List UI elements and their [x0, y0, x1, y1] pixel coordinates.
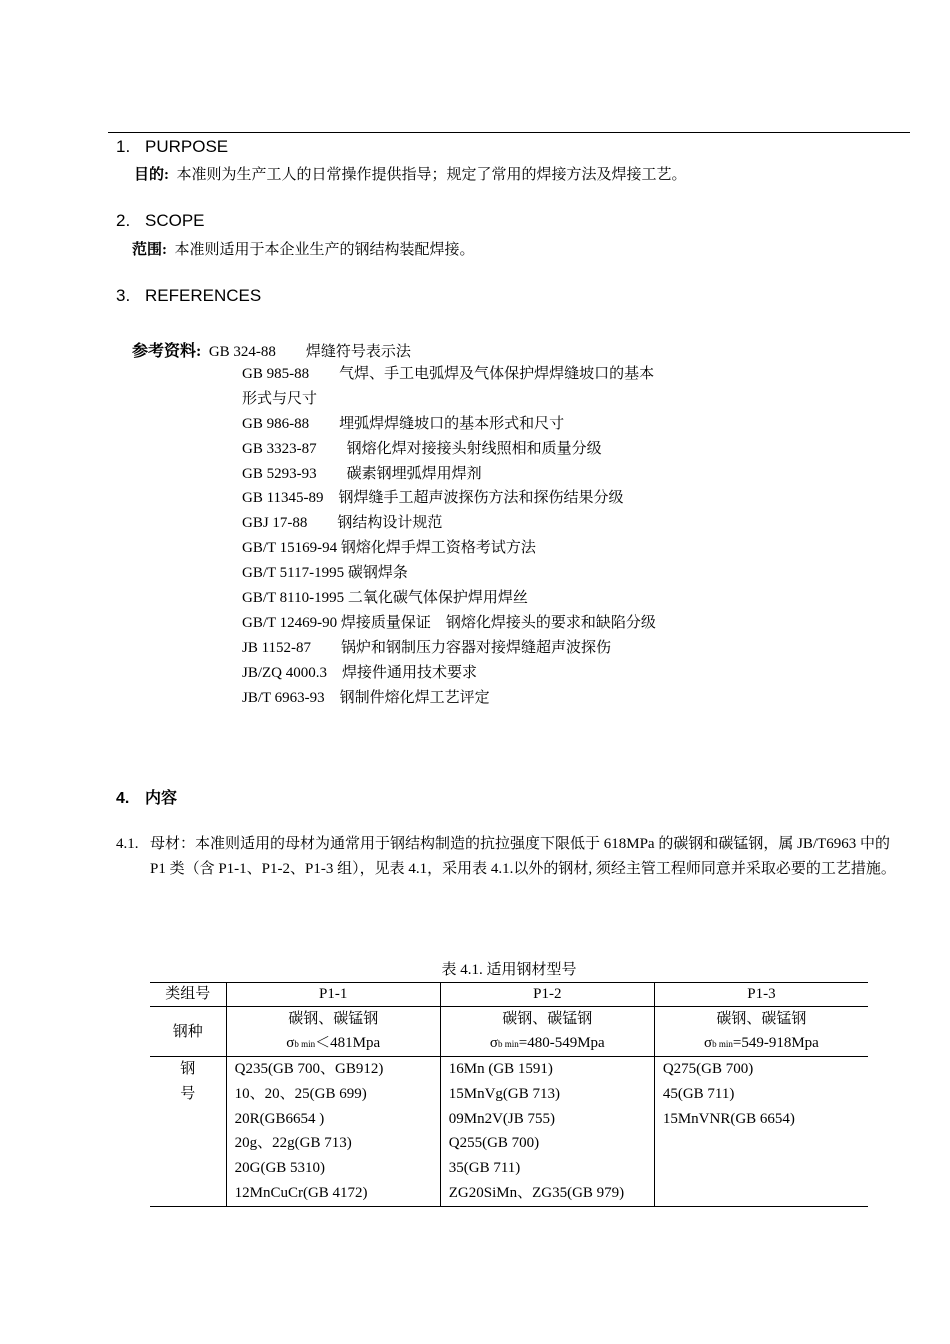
- reference-item: 形式与尺寸: [242, 390, 318, 407]
- grade-cell: [440, 1057, 654, 1207]
- section-1-heading: [116, 137, 228, 157]
- header-cell: P1-2: [440, 983, 654, 1007]
- kind-cell: [440, 1007, 654, 1057]
- kind-name: 碳钢、碳锰钢: [288, 1011, 379, 1027]
- header-cell: P1-1: [226, 983, 440, 1007]
- section-number: 1.: [116, 137, 131, 156]
- grade-item: 12MnCuCr(GB 4172): [234, 1184, 368, 1201]
- section-number: 2.: [116, 211, 131, 230]
- steel-grade-table: [150, 982, 868, 1207]
- section-number: 3.: [116, 286, 131, 305]
- section-number: 4.: [116, 790, 130, 807]
- range-value: ＜481Mpa: [315, 1035, 381, 1051]
- paragraph-text: 母材：本准则适用的母材为通常用于钢结构制造的抗拉强度下限低于 618MPa 的碳钢和碳锰钢，属 JB/T6963 中的 P1 类（含 P1-1、P1-2、P1-3 组），见表 4.1，采用表 4.1.以外的钢材, 须经主管工程师同意并采取必要的工艺措施。: [150, 836, 896, 877]
- grade-label: [150, 1057, 226, 1207]
- purpose-text: 本准则为生产工人的日常操作提供指导；规定了常用的焊接方法及焊接工艺。: [176, 167, 687, 183]
- section-title: REFERENCES: [145, 286, 262, 305]
- kind-name: 碳钢、碳锰钢: [502, 1011, 593, 1027]
- references-first-line: [132, 338, 411, 361]
- table-header-row: [150, 983, 868, 1007]
- grade-cell: [226, 1057, 440, 1207]
- section-title: SCOPE: [145, 211, 205, 230]
- section-title: PURPOSE: [145, 137, 229, 156]
- grade-item: ZG20SiMn、ZG35(GB 979): [448, 1184, 625, 1201]
- reference-item: GBJ 17-88 钢结构设计规范: [242, 515, 443, 532]
- reference-item: GB/T 12469-90 焊接质量保证 钢熔化焊接头的要求和缺陷分级: [242, 614, 656, 631]
- paragraph-4-1: [116, 832, 906, 882]
- reference-item: JB/T 6963-93 钢制件熔化焊工艺评定: [242, 689, 490, 706]
- references-label: 参考资料:: [132, 343, 202, 360]
- reference-item: GB/T 8110-1995 二氧化碳气体保护焊用焊丝: [242, 590, 528, 607]
- grade-item: 20g、22g(GB 713): [234, 1135, 352, 1152]
- strength-range: [663, 1031, 860, 1056]
- section-3-heading: [116, 286, 261, 306]
- grade-cell: [654, 1057, 868, 1207]
- kind-name: 碳钢、碳锰钢: [716, 1011, 807, 1027]
- reference-item: GB 985-88 气焊、手工电弧焊及气体保护焊焊缝坡口的基本: [242, 366, 655, 382]
- table-caption: 表 4.1. 适用钢材型号: [441, 962, 577, 978]
- grade-item: 16Mn (GB 1591): [448, 1061, 553, 1077]
- references-list: [242, 362, 656, 710]
- reference-item: GB 11345-89 钢焊缝手工超声波探伤方法和探伤结果分级: [242, 490, 624, 507]
- reference-item: GB 986-88 埋弧焊焊缝坡口的基本形式和尺寸: [242, 415, 565, 432]
- paragraph-number: 4.1.: [116, 836, 139, 852]
- reference-item: GB 324-88 焊缝符号表示法: [208, 344, 411, 360]
- header-rule: [108, 132, 910, 133]
- section-title: 内容: [145, 790, 178, 807]
- range-value: =549-918Mpa: [732, 1035, 819, 1051]
- reference-item: JB 1152-87 锅炉和钢制压力容器对接焊缝超声波探伤: [242, 639, 612, 656]
- header-cell: 类组号: [150, 983, 226, 1007]
- grade-item: 45(GB 711): [662, 1085, 735, 1102]
- reference-item: GB 5293-93 碳素钢埋弧焊用焊剂: [242, 465, 482, 482]
- purpose-label: 目的:: [134, 167, 169, 183]
- sigma-symbol: σ: [704, 1035, 713, 1051]
- steel-kind-row: [150, 1007, 868, 1057]
- kind-label: 钢种: [150, 1007, 226, 1057]
- grade-item: 35(GB 711): [448, 1160, 521, 1177]
- scope-label: 范围:: [132, 242, 167, 258]
- sigma-subscript: b min: [712, 1039, 733, 1049]
- purpose-line: [134, 163, 687, 184]
- reference-item: GB/T 5117-1995 碳钢焊条: [242, 565, 408, 582]
- sigma-subscript: b min: [294, 1039, 316, 1049]
- section-4-heading: [116, 785, 177, 808]
- grade-item: 20R(GB6654 ): [234, 1110, 325, 1127]
- strength-range: [449, 1031, 646, 1056]
- grade-item: 20G(GB 5310): [234, 1160, 326, 1177]
- header-cell: P1-3: [654, 983, 868, 1007]
- grade-label-char: 号: [180, 1085, 196, 1102]
- sigma-subscript: b min: [497, 1039, 519, 1049]
- grade-item: Q275(GB 700): [662, 1061, 754, 1077]
- grade-item: 09Mn2V(JB 755): [448, 1110, 556, 1127]
- sigma-symbol: σ: [286, 1035, 295, 1051]
- sigma-symbol: σ: [489, 1035, 498, 1051]
- strength-range: [235, 1031, 432, 1056]
- grade-label-char: 钢: [180, 1061, 196, 1077]
- grade-item: 15MnVg(GB 713): [448, 1085, 561, 1102]
- grade-item: 10、20、25(GB 699): [234, 1085, 367, 1102]
- reference-item: GB/T 15169-94 钢熔化焊手焊工资格考试方法: [242, 540, 536, 557]
- grade-item: Q235(GB 700、GB912): [234, 1061, 384, 1077]
- section-2-heading: [116, 211, 205, 231]
- reference-item: GB 3323-87 钢熔化焊对接接头射线照相和质量分级: [242, 440, 602, 457]
- kind-cell: [226, 1007, 440, 1057]
- reference-item: JB/ZQ 4000.3 焊接件通用技术要求: [242, 664, 478, 681]
- scope-text: 本准则适用于本企业生产的钢结构装配焊接。: [174, 242, 475, 258]
- range-value: =480-549Mpa: [518, 1035, 605, 1051]
- steel-grade-row: [150, 1057, 868, 1207]
- grade-item: Q255(GB 700): [448, 1135, 540, 1152]
- scope-line: [132, 238, 475, 259]
- grade-item: 15MnVNR(GB 6654): [662, 1110, 795, 1127]
- kind-cell: [654, 1007, 868, 1057]
